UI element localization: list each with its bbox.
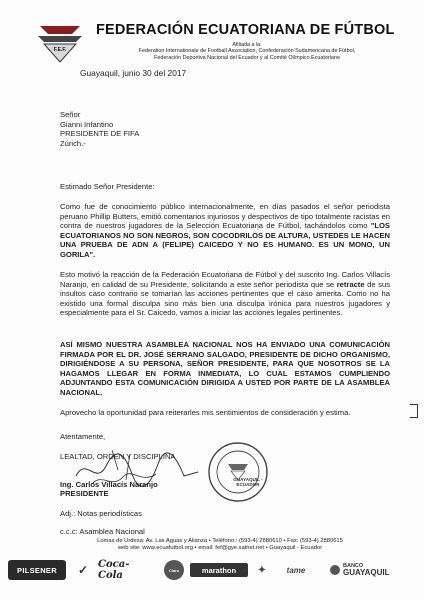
recipient-line: Zúrich.-	[60, 138, 86, 148]
organization-title: FEDERACIÓN ECUATORIANA DE FÚTBOL	[96, 22, 395, 38]
marathon-logo: marathon	[190, 563, 248, 577]
paragraph-2-part1: Esto motivó la reacción de la Federación Ecuatoriana de Fútbol y del suscrito Ing. Carlos Villacís Naranjo, en calidad de su Presidente, solicitando a este señor periodista que se	[60, 270, 390, 289]
paragraph-2-bold: retracte	[336, 279, 365, 289]
affiliation-block	[92, 42, 402, 61]
paragraph-1	[60, 202, 390, 260]
nike-swoosh-icon: ✓	[77, 563, 89, 577]
banco-guayaquil-logo	[330, 560, 414, 580]
tame-logo: tame	[286, 565, 306, 575]
seal-text: GUAYAQUIL - ECUADOR	[233, 477, 263, 487]
footer-line-1: Lomas de Urdesa: Av. Las Aguas y Alianza • Teléfono:: (593-4) 2880610 • Fax: (593-4) 2880615	[97, 538, 343, 544]
recipient-line: Señor	[60, 110, 81, 119]
attachments: Adj.: Notas periodísticas	[60, 509, 142, 518]
recipient-line: Gianni Infantino	[60, 119, 114, 129]
affiliation-line: Federation Internationale de Football Association, Confederación Sudamericana de Fútbol,	[138, 48, 356, 55]
recipient-block	[60, 110, 390, 148]
page-edge-mark	[410, 404, 418, 418]
racist-quote: "LOS ECUATORIANOS NO SON NEGROS, SON COCODRILOS DE ALTURA, USTEDES LE HACEN UNA PRUEBA DE ADN A (FELIPE) CAICEDO Y NO ES HUMANO. ES UN MONO, UN GORILA".	[60, 221, 390, 259]
letter-date: Guayaquil, junio 30 del 2017	[80, 68, 187, 78]
coca-cola-logo: Coca-Cola	[98, 559, 130, 581]
paragraph-1-text: Como fue de conocimiento público internacionalmente, en días pasados el señor periodista peruano Phillip Butters, emitió comentarios injuriosos y despectivos de tipo totalmente racistas en contra de nuestros jugadores de la Selección Ecuatoriana de Fútbol, tachándolos como	[60, 202, 390, 231]
carbon-copy: c.c.c: Asamblea Nacional	[60, 527, 145, 536]
affiliation-line: Federación Deportiva Nacional del Ecuador y al Comité Olímpico Ecuatoriano	[154, 54, 340, 61]
motto: LEALTAD, ORDEN Y DISCIPLINA	[60, 452, 176, 461]
recipient-line: PRESIDENTE DE FIFA	[60, 129, 140, 139]
salutation: Estimado Señor Presidente:	[60, 182, 155, 191]
closing: Atentamente,	[60, 432, 106, 441]
paragraph-4: Aprovecho la oportunidad para reiterarles mis sentimientos de consideración y estima.	[60, 408, 351, 417]
paragraph-3: ASÍ MISMO NUESTRA ASAMBLEA NACIONAL NOS HA ENVIADO UNA COMUNICACIÓN FIRMADA POR EL DR. JOSÉ SERRANO SALGADO, PRESIDENTE DE DICHO ORGANISMO, DIRIGIÉNDOSE A SU PERSONA, SEÑOR PRESIDENTE, PARA QUE NOSOTROS SE LA HAGAMOS LLEGAR EN FORMA INMEDIATA, LO CUAL ESTAMOS CUMPLIENDO ADJUNTANDO ESTA COMUNICACIÓN DIRIGIDA A USTED POR PARTE DE LA ASAMBLEA NACIONAL.	[60, 340, 390, 397]
banco-large-text: GUAYAQUIL	[343, 567, 390, 577]
claro-logo: Claro	[164, 560, 184, 580]
banco-text	[343, 563, 390, 577]
banco-mark-icon	[330, 565, 340, 575]
paragraph-2	[60, 270, 390, 318]
affiliation-line: Afiliada a la:	[232, 42, 262, 48]
footer-line-2: web site: www.ecuafutbol.org • email: fef@gye.satnet.net • Guayaquil - Ecuador	[117, 545, 323, 551]
paragraph-2-part2: de sus insultos caso contrario se tomarían las acciones pertinentes que el caso amerita. Como no ha existido una formal disculpa sino más bien una disculpa irónica para nuestros jugadores y especialmente para el Sr. Caicedo, vamos a iniciar las acciones legales pertinentes.	[60, 279, 391, 318]
banco-small-text: BANCO	[343, 563, 364, 569]
sponsor-mark-icon: ✦	[257, 564, 267, 576]
logo-text: F.E.F.	[53, 47, 67, 53]
signer-name: Ing. Carlos Villacís Naranjo	[60, 480, 158, 489]
pilsener-logo: PILSENER	[8, 560, 66, 580]
signer-role: PRESIDENTE	[60, 489, 109, 498]
footer-address	[50, 538, 390, 552]
fef-logo-icon	[36, 20, 84, 64]
